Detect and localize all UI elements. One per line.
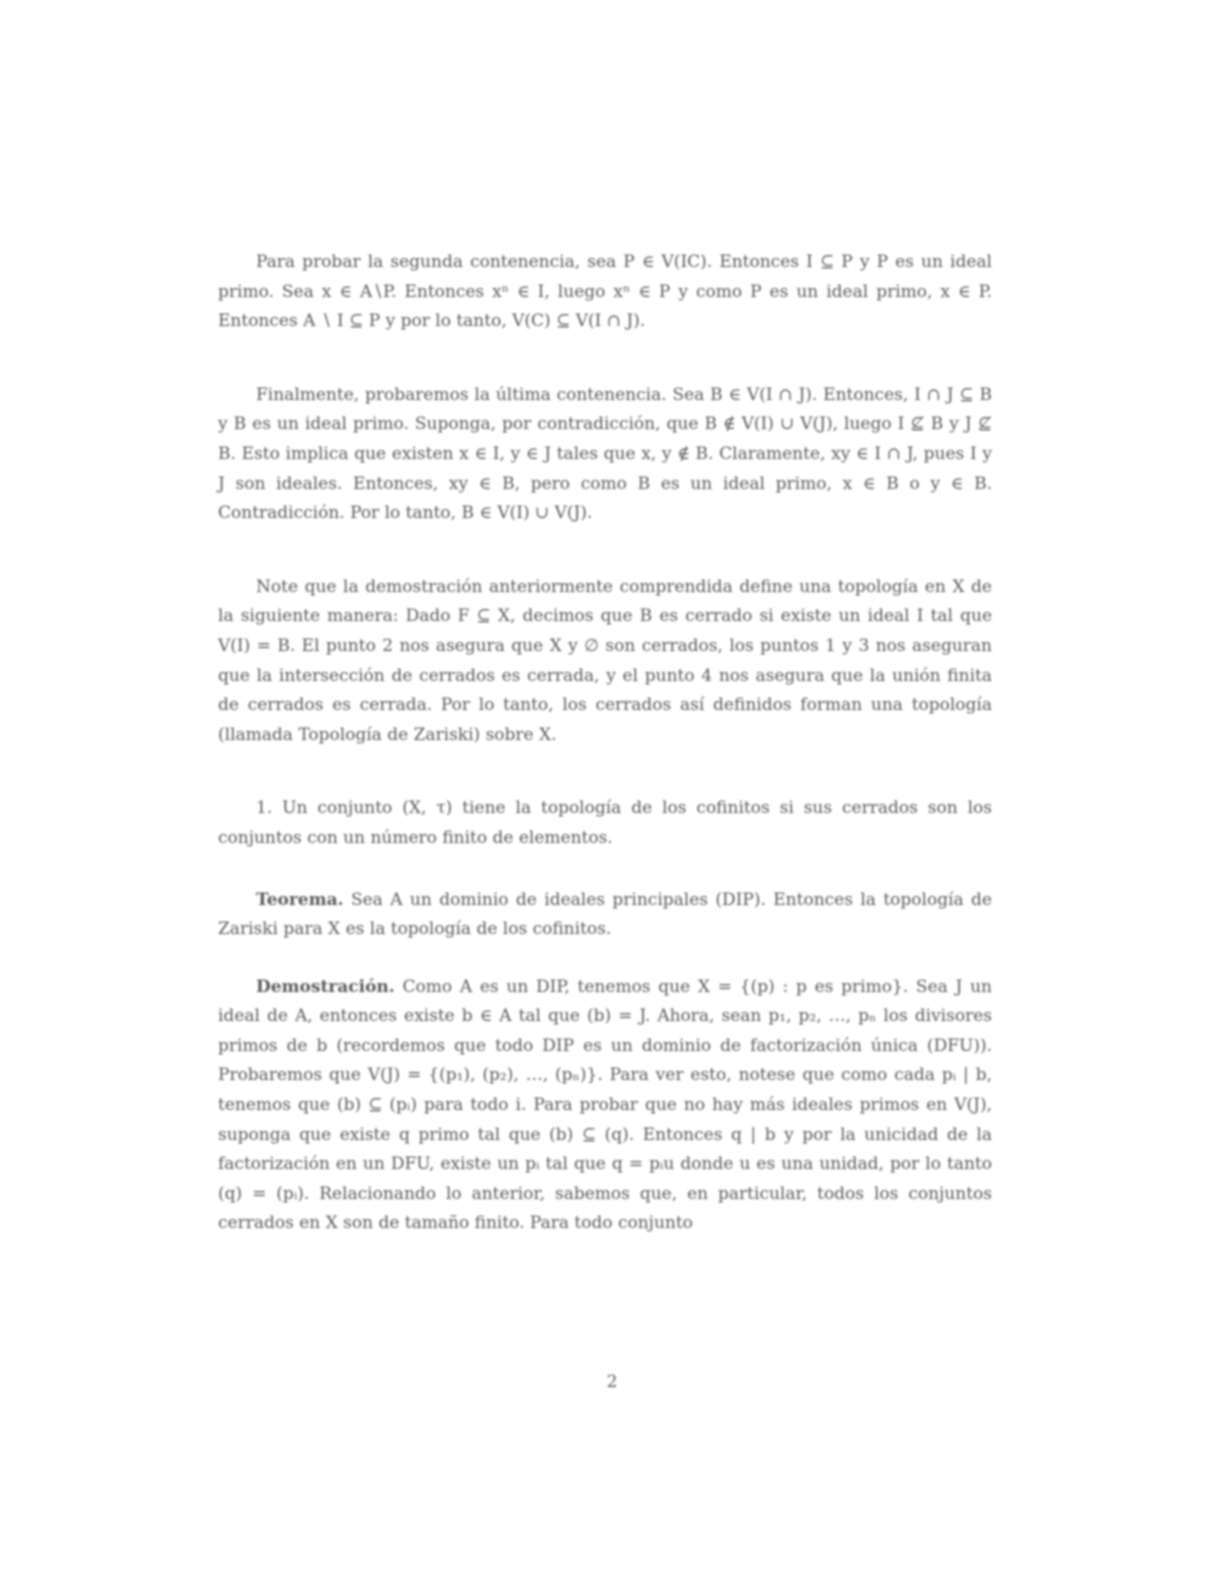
proof-label: Demostración.	[256, 976, 395, 997]
paragraph-proof	[218, 973, 992, 1239]
paragraph-second-inclusion: Para probar la segunda contenencia, sea P ∈ V(IC). Entonces I ⊆ P y P es un ideal primo. Sea x ∈ A∖P. Entonces xⁿ ∈ I, luego xⁿ ∈ P y como P es un ideal primo, x ∈ P. Entonces A ∖ I ⊆ P y por lo tanto, V(C) ⊆ V(I ∩ J).	[218, 252, 992, 332]
paragraph-zariski-topology: Note que la demostración anteriormente comprendida define una topología en X de la siguiente manera: Dado F ⊆ X, decimos que B es cerrado si existe un ideal I tal que V(I) = B. El punto 2 nos asegura que X y ∅ son cerrados, los puntos 1 y 3 nos aseguran que la intersección de cerrados es cerrada, y el punto 4 nos asegura que la unión finita de cerrados es cerrada. Por lo tanto, los cerrados así definidos forman una topología (llamada Topología de Zariski) sobre X.	[218, 576, 992, 745]
document-page	[218, 248, 992, 1239]
paragraph-theorem	[218, 886, 992, 945]
theorem-label: Teorema.	[256, 889, 344, 910]
page-number: 2	[606, 1372, 618, 1392]
proof-text: Como A es un DIP, tenemos que X = {(p) : p es primo}. Sea J un ideal de A, entonces existe b ∈ A tal que (b) = J. Ahora, sean p₁, p₂, …, pₙ los divisores primos de b (recordemos que todo DIP es un dominio de factorización única (DFU)). Probaremos que V(J) = {(p₁), (p₂), …, (pₙ)}. Para ver esto, notese que como cada pᵢ | b, tenemos que (b) ⊆ (pᵢ) para todo i. Para probar que no hay más ideales primos en V(J), suponga que existe q primo tal que (b) ⊆ (q). Entonces q | b y por la unicidad de la factorización en un DFU, existe un pᵢ tal que q = pᵢu donde u es una unidad, por lo tanto (q) = (pᵢ). Relacionando lo anterior, sabemos que, en particular, todos los conjuntos cerrados en X son de tamaño finito. Para todo conjunto	[218, 976, 992, 1234]
paragraph-cofinite-definition: 1. Un conjunto (X, τ) tiene la topología de los cofinitos si sus cerrados son los conjuntos con un número finito de elementos.	[218, 798, 992, 848]
theorem-text: Sea A un dominio de ideales principales (DIP). Entonces la topología de Zariski para X es la topología de los cofinitos.	[218, 889, 992, 940]
paragraph-last-inclusion: Finalmente, probaremos la última contenencia. Sea B ∈ V(I ∩ J). Entonces, I ∩ J ⊆ B y B es un ideal primo. Suponga, por contradicción, que B ∉ V(I) ∪ V(J), luego I ⊈ B y J ⊈ B. Esto implica que existen x ∈ I, y ∈ J tales que x, y ∉ B. Claramente, xy ∈ I ∩ J, pues I y J son ideales. Entonces, xy ∈ B, pero como B es un ideal primo, x ∈ B o y ∈ B. Contradicción. Por lo tanto, B ∈ V(I) ∪ V(J).	[218, 384, 992, 524]
